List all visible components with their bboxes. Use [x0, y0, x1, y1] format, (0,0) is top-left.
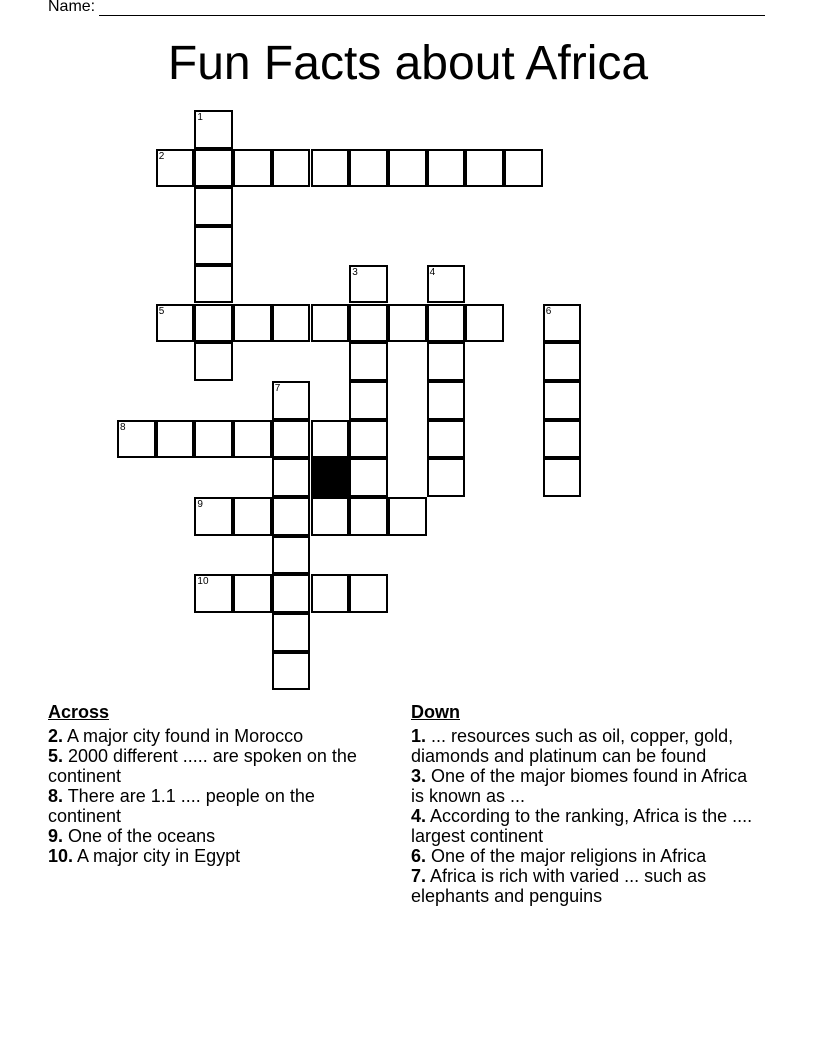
down-clues [411, 702, 756, 906]
clue-text: One of the major religions in Africa [426, 846, 707, 866]
grid-cell[interactable] [543, 420, 582, 459]
clue-number: 7 [274, 382, 281, 394]
down-clue [411, 866, 756, 906]
grid-cell[interactable] [272, 381, 311, 420]
grid-cell[interactable] [194, 187, 233, 226]
grid-cell[interactable] [349, 420, 388, 459]
clue-text: ... resources such as oil, copper, gold, diamonds and platinum can be found [411, 726, 734, 766]
grid-cell[interactable] [427, 265, 466, 304]
across-heading: Across [48, 702, 110, 722]
grid-cell[interactable] [233, 149, 272, 188]
across-clue [48, 746, 388, 786]
grid-cell[interactable] [233, 304, 272, 343]
grid-cell[interactable] [194, 304, 233, 343]
across-clue [48, 846, 388, 866]
clue-text: One of the major biomes found in Africa is known as ... [411, 766, 748, 806]
grid-cell[interactable] [311, 574, 350, 613]
grid-cell[interactable] [194, 226, 233, 265]
grid-cell[interactable] [543, 458, 582, 497]
clue-number: 10 [197, 576, 209, 588]
down-clue [411, 806, 756, 846]
grid-cell[interactable] [272, 458, 311, 497]
clue-text: Africa is rich with varied ... such as elephants and penguins [411, 866, 707, 906]
clue-text: 2000 different ..... are spoken on the continent [48, 746, 357, 786]
name-field[interactable] [48, 0, 765, 16]
grid-cell[interactable] [427, 381, 466, 420]
name-line[interactable] [99, 0, 765, 16]
grid-cell[interactable] [194, 149, 233, 188]
grid-cell[interactable] [194, 110, 233, 149]
down-heading: Down [411, 702, 460, 722]
grid-cell[interactable] [311, 304, 350, 343]
grid-cell[interactable] [349, 265, 388, 304]
grid-cell[interactable] [117, 420, 156, 459]
grid-cell[interactable] [156, 420, 195, 459]
clue-num: 6. [411, 846, 427, 866]
grid-cell[interactable] [194, 497, 233, 536]
grid-cell[interactable] [156, 149, 195, 188]
clue-number: 8 [120, 421, 126, 433]
grid-cell[interactable] [349, 497, 388, 536]
across-clue [48, 826, 388, 846]
grid-cell[interactable] [427, 458, 466, 497]
grid-cell[interactable] [272, 497, 311, 536]
grid-cell[interactable] [427, 342, 466, 381]
grid-cell[interactable] [543, 381, 582, 420]
down-clue [411, 726, 756, 766]
clue-text: One of the oceans [63, 826, 216, 846]
page-title: Fun Facts about Africa [167, 37, 649, 90]
grid-cell[interactable] [311, 149, 350, 188]
grid-cell[interactable] [233, 420, 272, 459]
clue-number: 4 [429, 266, 436, 278]
grid-cell[interactable] [194, 342, 233, 381]
across-clue [48, 786, 388, 826]
grid-cell[interactable] [233, 574, 272, 613]
grid-cell[interactable] [194, 420, 233, 459]
grid-cell[interactable] [388, 304, 427, 343]
clue-num: 2. [48, 726, 64, 746]
across-clue [48, 726, 388, 746]
grid-cell[interactable] [465, 304, 504, 343]
grid-cell[interactable] [427, 149, 466, 188]
grid-cell[interactable] [465, 149, 504, 188]
clue-num: 9. [48, 826, 64, 846]
clue-num: 3. [411, 766, 427, 786]
grid-cell[interactable] [272, 574, 311, 613]
grid-cell[interactable] [388, 149, 427, 188]
clue-text: According to the ranking, Africa is the .... largest continent [411, 806, 753, 846]
grid-cell[interactable] [427, 420, 466, 459]
grid-cell[interactable] [388, 497, 427, 536]
grid-cell[interactable] [194, 574, 233, 613]
clue-num: 1. [411, 726, 427, 746]
clue-num: 5. [48, 746, 64, 766]
across-clues [48, 702, 388, 866]
clue-number: 6 [545, 305, 552, 317]
grid-cell[interactable] [156, 304, 195, 343]
clue-number: 2 [158, 150, 165, 162]
down-clue [411, 766, 756, 806]
black-cell [311, 458, 350, 497]
clue-num: 8. [48, 786, 64, 806]
grid-cell[interactable] [272, 149, 311, 188]
clue-num: 7. [411, 866, 427, 886]
clue-text: A major city in Egypt [73, 846, 241, 866]
grid-cell[interactable] [272, 536, 311, 575]
clue-text: There are 1.1 .... people on the continent [48, 786, 315, 826]
clue-number: 5 [158, 305, 165, 317]
grid-cell[interactable] [194, 265, 233, 304]
grid-cell[interactable] [504, 149, 543, 188]
clue-number: 9 [197, 499, 203, 510]
grid-cell[interactable] [349, 381, 388, 420]
grid-cell[interactable] [272, 304, 311, 343]
grid-cell[interactable] [349, 304, 388, 343]
grid-cell[interactable] [427, 304, 466, 343]
grid-cell[interactable] [311, 497, 350, 536]
grid-cell[interactable] [272, 613, 311, 652]
grid-cell[interactable] [349, 149, 388, 188]
clue-text: A major city found in Morocco [63, 726, 304, 746]
grid-cell[interactable] [233, 497, 272, 536]
clue-num: 4. [411, 806, 427, 826]
grid-cell[interactable] [272, 652, 311, 691]
grid-cell[interactable] [349, 458, 388, 497]
grid-cell[interactable] [349, 574, 388, 613]
name-label: Name: [48, 0, 96, 15]
grid-cell[interactable] [543, 342, 582, 381]
grid-cell[interactable] [311, 420, 350, 459]
grid-cell[interactable] [543, 304, 582, 343]
clue-num: 10. [48, 846, 74, 866]
clue-number: 3 [352, 266, 358, 278]
clue-number: 1 [197, 112, 203, 123]
grid-cell[interactable] [349, 342, 388, 381]
grid-cell[interactable] [272, 420, 311, 459]
down-clue [411, 846, 756, 866]
